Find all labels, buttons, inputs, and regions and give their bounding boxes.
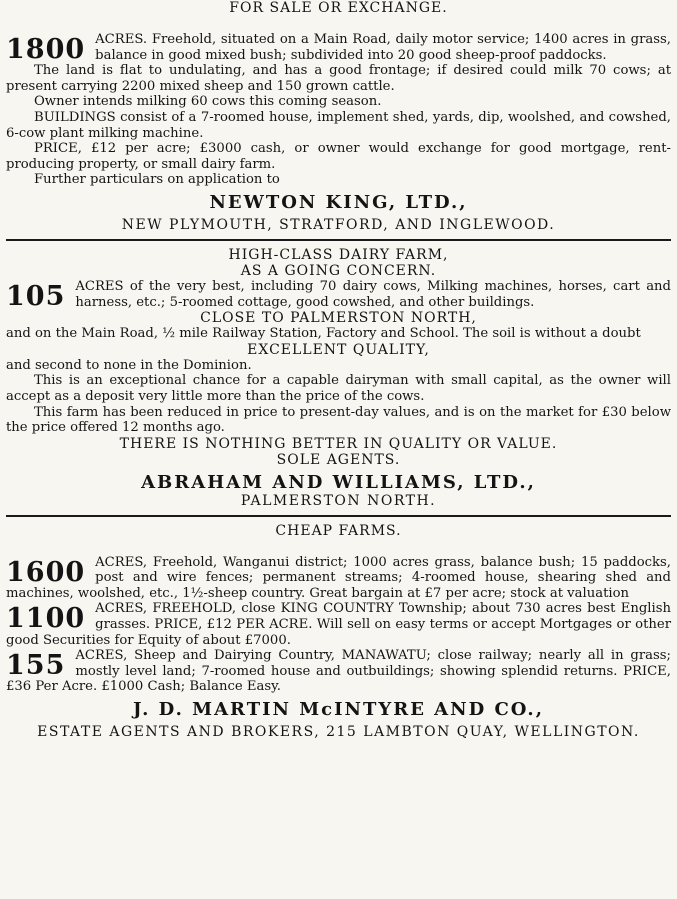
ad1-para4: PRICE, £12 per acre; £3000 cash, or owner would exchange for good mortgage, rent-producing property, or small dairy farm.	[6, 141, 671, 172]
ad2-sole-agents: SOLE AGENTS.	[276, 451, 401, 468]
ad2-agent-name: ABRAHAM AND WILLIAMS, LTD.,	[141, 471, 536, 493]
ad2-para2: and second to none in the Dominion.	[6, 357, 252, 373]
ad3-item1-text: ACRES, Freehold, Wanganui district; 1000 acres grass, balance bush; 15 paddocks, post and wire fences; permanent streams; 4-roomed house, shearing shed and machines, woolshed, etc., 1½-sheep country. Great bargain at £7 per acre; stock at valuation	[6, 554, 671, 601]
ad1-para2: Owner intends milking 60 cows this coming season.	[34, 94, 382, 110]
ad1-agent-name: NEWTON KING, LTD.,	[209, 191, 468, 213]
ad-for-sale-or-exchange	[6, 0, 671, 233]
ad1-para5: Further particulars on application to	[34, 172, 280, 188]
ad1-heading: FOR SALE OR EXCHANGE.	[229, 0, 448, 16]
ad2-quality-heading: EXCELLENT QUALITY,	[247, 341, 430, 358]
ad2-close-heading: CLOSE TO PALMERSTON NORTH,	[200, 310, 477, 327]
ad2-para4: This farm has been reduced in price to present-day values, and is on the market for £30 below the price offered 12 months ago.	[6, 404, 671, 436]
ad1-para1: The land is flat to undulating, and has a good frontage; if desired could milk 70 cows; at present carrying 2200 mixed sheep and 150 grown cattle.	[6, 63, 671, 94]
ad2-heading2: AS A GOING CONCERN.	[240, 262, 437, 279]
ad2-agent-location: PALMERSTON NORTH.	[240, 492, 437, 509]
ad-high-class-dairy-farm	[6, 247, 671, 509]
ad3-item2-text: ACRES, FREEHOLD, close KING COUNTRY Township; about 730 acres best English grasses. PRICE, £12 PER ACRE. Will sell on easy terms or accept Mortgages or other good Securities for Equity of about £7000.	[6, 601, 671, 648]
ad2-lead: ACRES of the very best, including 70 dairy cows, Milking machines, horses, cart and harness, etc.; 5-roomed cottage, good cowshed, and other buildings.	[75, 278, 671, 310]
ad2-acreage-number: 105	[6, 280, 66, 312]
ad2-heading1: HIGH-CLASS DAIRY FARM,	[228, 246, 449, 263]
ad3-agent-line: ESTATE AGENTS AND BROKERS, 215 LAMBTON QUAY, WELLINGTON.	[37, 724, 640, 741]
ad-cheap-farms	[6, 523, 671, 740]
ad1-acreage-number: 1800	[6, 34, 86, 65]
ad3-item1-number: 1600	[6, 556, 86, 588]
ad3-item2-number: 1100	[6, 603, 86, 635]
ad2-slogan: THERE IS NOTHING BETTER IN QUALITY OR VALUE.	[119, 435, 558, 452]
ad2-para3: This is an exceptional chance for a capable dairyman with small capital, as the owner will accept as a deposit very little more than the price of the cows.	[6, 373, 671, 404]
ad3-heading: CHEAP FARMS.	[275, 522, 402, 539]
ad3-item3-text: ACRES, Sheep and Dairying Country, MANAWATU; close railway; nearly all in grass; mostly level land; 7-roomed house and outbuildings; showing splendid returns. PRICE, £36 Per Acre. £1000 Cash; Balance Easy.	[6, 648, 671, 695]
ad1-para3: BUILDINGS consist of a 7-roomed house, implement shed, yards, dip, woolshed, and cowshed, 6-cow plant milking machine.	[6, 109, 671, 141]
ad1-lead: ACRES. Freehold, situated on a Main Road, daily motor service; 1400 acres in grass, balance in good mixed bush; subdivided into 20 good sheep-proof paddocks.	[95, 32, 671, 63]
ad1-agent-locations: NEW PLYMOUTH, STRATFORD, AND INGLEWOOD.	[121, 216, 556, 233]
divider-rule-1	[6, 239, 671, 241]
ad3-item3-number: 155	[6, 650, 66, 682]
divider-rule-2	[6, 515, 671, 517]
ad2-para1: and on the Main Road, ½ mile Railway Station, Factory and School. The soil is without a doubt	[6, 326, 641, 342]
ad3-agent-name: J. D. MARTIN McINTYRE AND CO.,	[133, 699, 544, 721]
